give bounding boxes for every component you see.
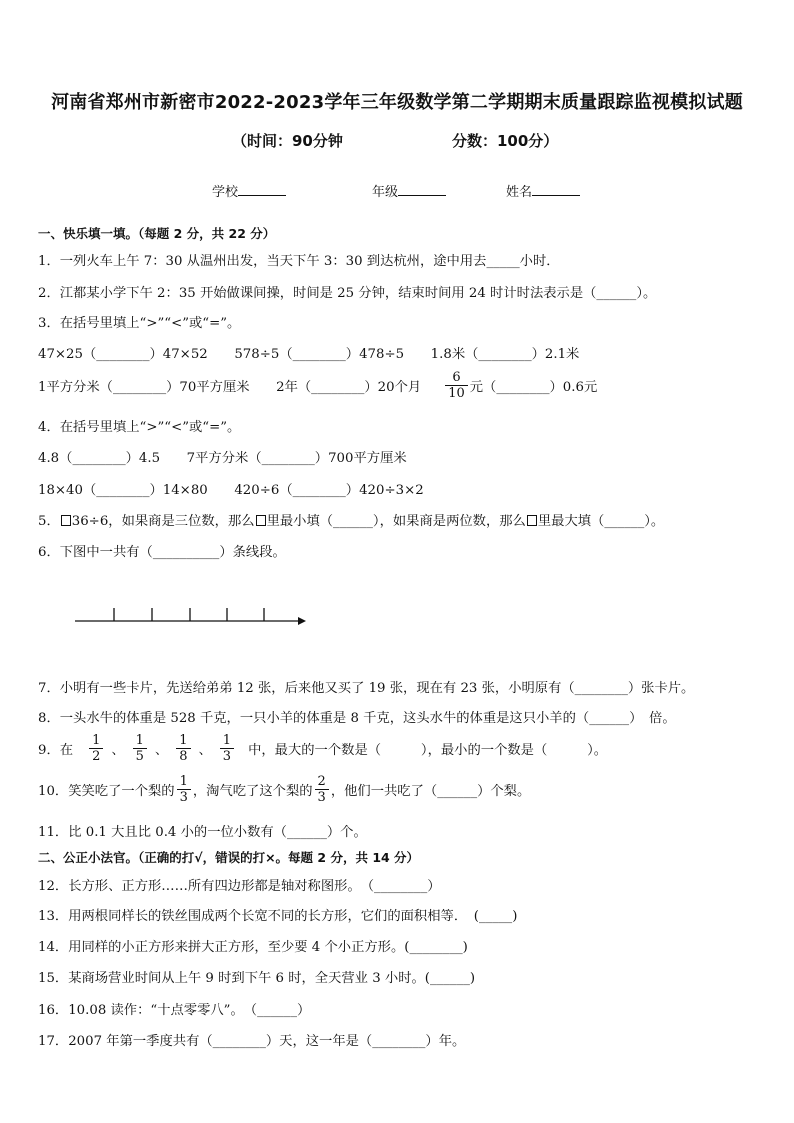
question-9-lead: 9．在 [38, 743, 74, 758]
fraction-numerator: 1 [222, 733, 232, 748]
school-blank[interactable] [238, 182, 286, 196]
fraction [315, 774, 329, 805]
question-9-tail: 中，最大的一个数是（ ），最小的一个数是（ ）。 [248, 743, 608, 758]
fraction [220, 733, 234, 764]
fraction [176, 733, 190, 764]
question-10-part-3: ，他们一共吃了（______）个梨。 [330, 784, 531, 799]
question-11: 11．比 0.1 大且比 0.4 小的一位小数有（______）个。 [38, 825, 367, 840]
name-field [506, 181, 580, 200]
grade-label: 年级 [372, 185, 399, 200]
page-title: 河南省郑州市新密市2022-2023学年三年级数学第二学期期末质量跟踪监视模拟试题 [51, 92, 743, 113]
name-blank[interactable] [532, 182, 580, 196]
question-17: 17．2007 年第一季度共有（________）天，这一年是（________）年。 [38, 1034, 466, 1049]
question-15: 15．某商场营业时间从上午 9 时到下午 6 时，全天营业 3 小时。(______) [38, 971, 476, 986]
question-3-row-1: 47×25（________）47×52 578÷5（________）478÷5 1.8米（________）2.1米 [38, 347, 580, 362]
line-segment-figure [70, 600, 310, 630]
question-4-row-1: 4.8（________）4.5 7平方分米（________）700平方厘米 [38, 451, 407, 466]
question-3-row-2-left: 1平方分米（________）70平方厘米 2年（________）20个月 [38, 380, 422, 395]
question-1: 1．一列火车上午 7：30 从温州出发，当天下午 3：30 到达杭州，途中用去_____小时． [38, 254, 560, 269]
question-5-part-3: 里最大填（______）。 [537, 514, 665, 529]
fraction [133, 733, 147, 764]
question-5 [38, 510, 664, 529]
fraction-denominator: 2 [92, 749, 101, 764]
fraction [89, 733, 103, 764]
question-12: 12．长方形、正方形……所有四边形都是轴对称图形。 （________） [38, 879, 441, 894]
question-5-part-2: 里最小填（______），如果商是两位数，那么 [266, 514, 526, 529]
fraction-denominator: 3 [317, 790, 326, 805]
grade-blank[interactable] [398, 182, 446, 196]
arrow-head-icon [298, 617, 306, 625]
question-8: 8．一头水牛的体重是 528 千克，一只小羊的体重是 8 千克，这头水牛的体重是这只小羊的（______） 倍。 [38, 711, 676, 726]
name-label: 姓名 [506, 185, 533, 200]
blank-box-icon [256, 515, 266, 526]
separator: 、 [111, 743, 125, 758]
fraction [445, 370, 468, 401]
question-5-part-1: 36÷6，如果商是三位数，那么 [71, 514, 255, 529]
school-field [212, 181, 286, 200]
fraction-denominator: 3 [179, 790, 188, 805]
blank-box-icon [527, 515, 537, 526]
question-4-stem: 4．在括号里填上“>”“<”或“=”。 [38, 420, 241, 435]
question-10 [38, 774, 530, 805]
question-5-number: 5． [38, 514, 60, 529]
question-3-row-2 [38, 370, 597, 401]
grade-field [372, 181, 446, 200]
question-3-stem: 3．在括号里填上“>”“<”或“=”。 [38, 316, 241, 331]
fraction-denominator: 5 [135, 749, 144, 764]
blank-box-icon [61, 515, 71, 526]
question-14: 14．用同样的小正方形来拼大正方形，至少要 4 个小正方形。(________) [38, 940, 468, 955]
question-2: 2．江都某小学下午 2：35 开始做课间操，时间是 25 分钟，结束时间用 24 时计时法表示是（______）。 [38, 286, 657, 301]
fraction [177, 774, 191, 805]
school-label: 学校 [212, 185, 239, 200]
question-7: 7．小明有一些卡片，先送给弟弟 12 张，后来他又买了 19 张，现在有 23 张，小明原有（________）张卡片。 [38, 681, 695, 696]
question-10-part-2: ，淘气吃了这个梨的 [192, 784, 313, 799]
fraction-numerator: 1 [179, 733, 188, 748]
question-16: 16．10.08 读作：“十点零零八”。 （______） [38, 1003, 311, 1018]
question-13: 13．用两根同样长的铁丝围成两个长宽不同的长方形，它们的面积相等． (_____) [38, 909, 518, 924]
exam-time: （时间：90分钟 [232, 132, 343, 150]
question-6: 6．下图中一共有（__________）条线段。 [38, 545, 286, 560]
exam-score: 分数：100分） [452, 132, 559, 150]
question-9 [38, 733, 607, 764]
fraction-numerator: 1 [135, 733, 144, 748]
fraction-numerator: 6 [452, 370, 461, 385]
separator: 、 [154, 743, 169, 758]
separator: 、 [198, 743, 212, 758]
fraction-denominator: 3 [222, 749, 232, 764]
section-2-heading: 二、公正小法官。（正确的打√，错误的打×。每题 2 分，共 14 分） [38, 850, 420, 865]
fraction-numerator: 1 [92, 733, 101, 748]
fraction-denominator: 8 [179, 749, 188, 764]
question-4-row-2: 18×40（________）14×80 420÷6（________）420÷3×2 [38, 483, 424, 498]
fraction-denominator: 10 [448, 386, 465, 401]
fraction-numerator: 1 [179, 774, 188, 789]
section-1-heading: 一、快乐填一填。（每题 2 分，共 22 分） [38, 226, 276, 241]
question-3-row-2-right: 元（________）0.6元 [469, 380, 598, 395]
fraction-numerator: 2 [317, 774, 326, 789]
question-10-part-1: 10．笑笑吃了一个梨的 [38, 784, 175, 799]
